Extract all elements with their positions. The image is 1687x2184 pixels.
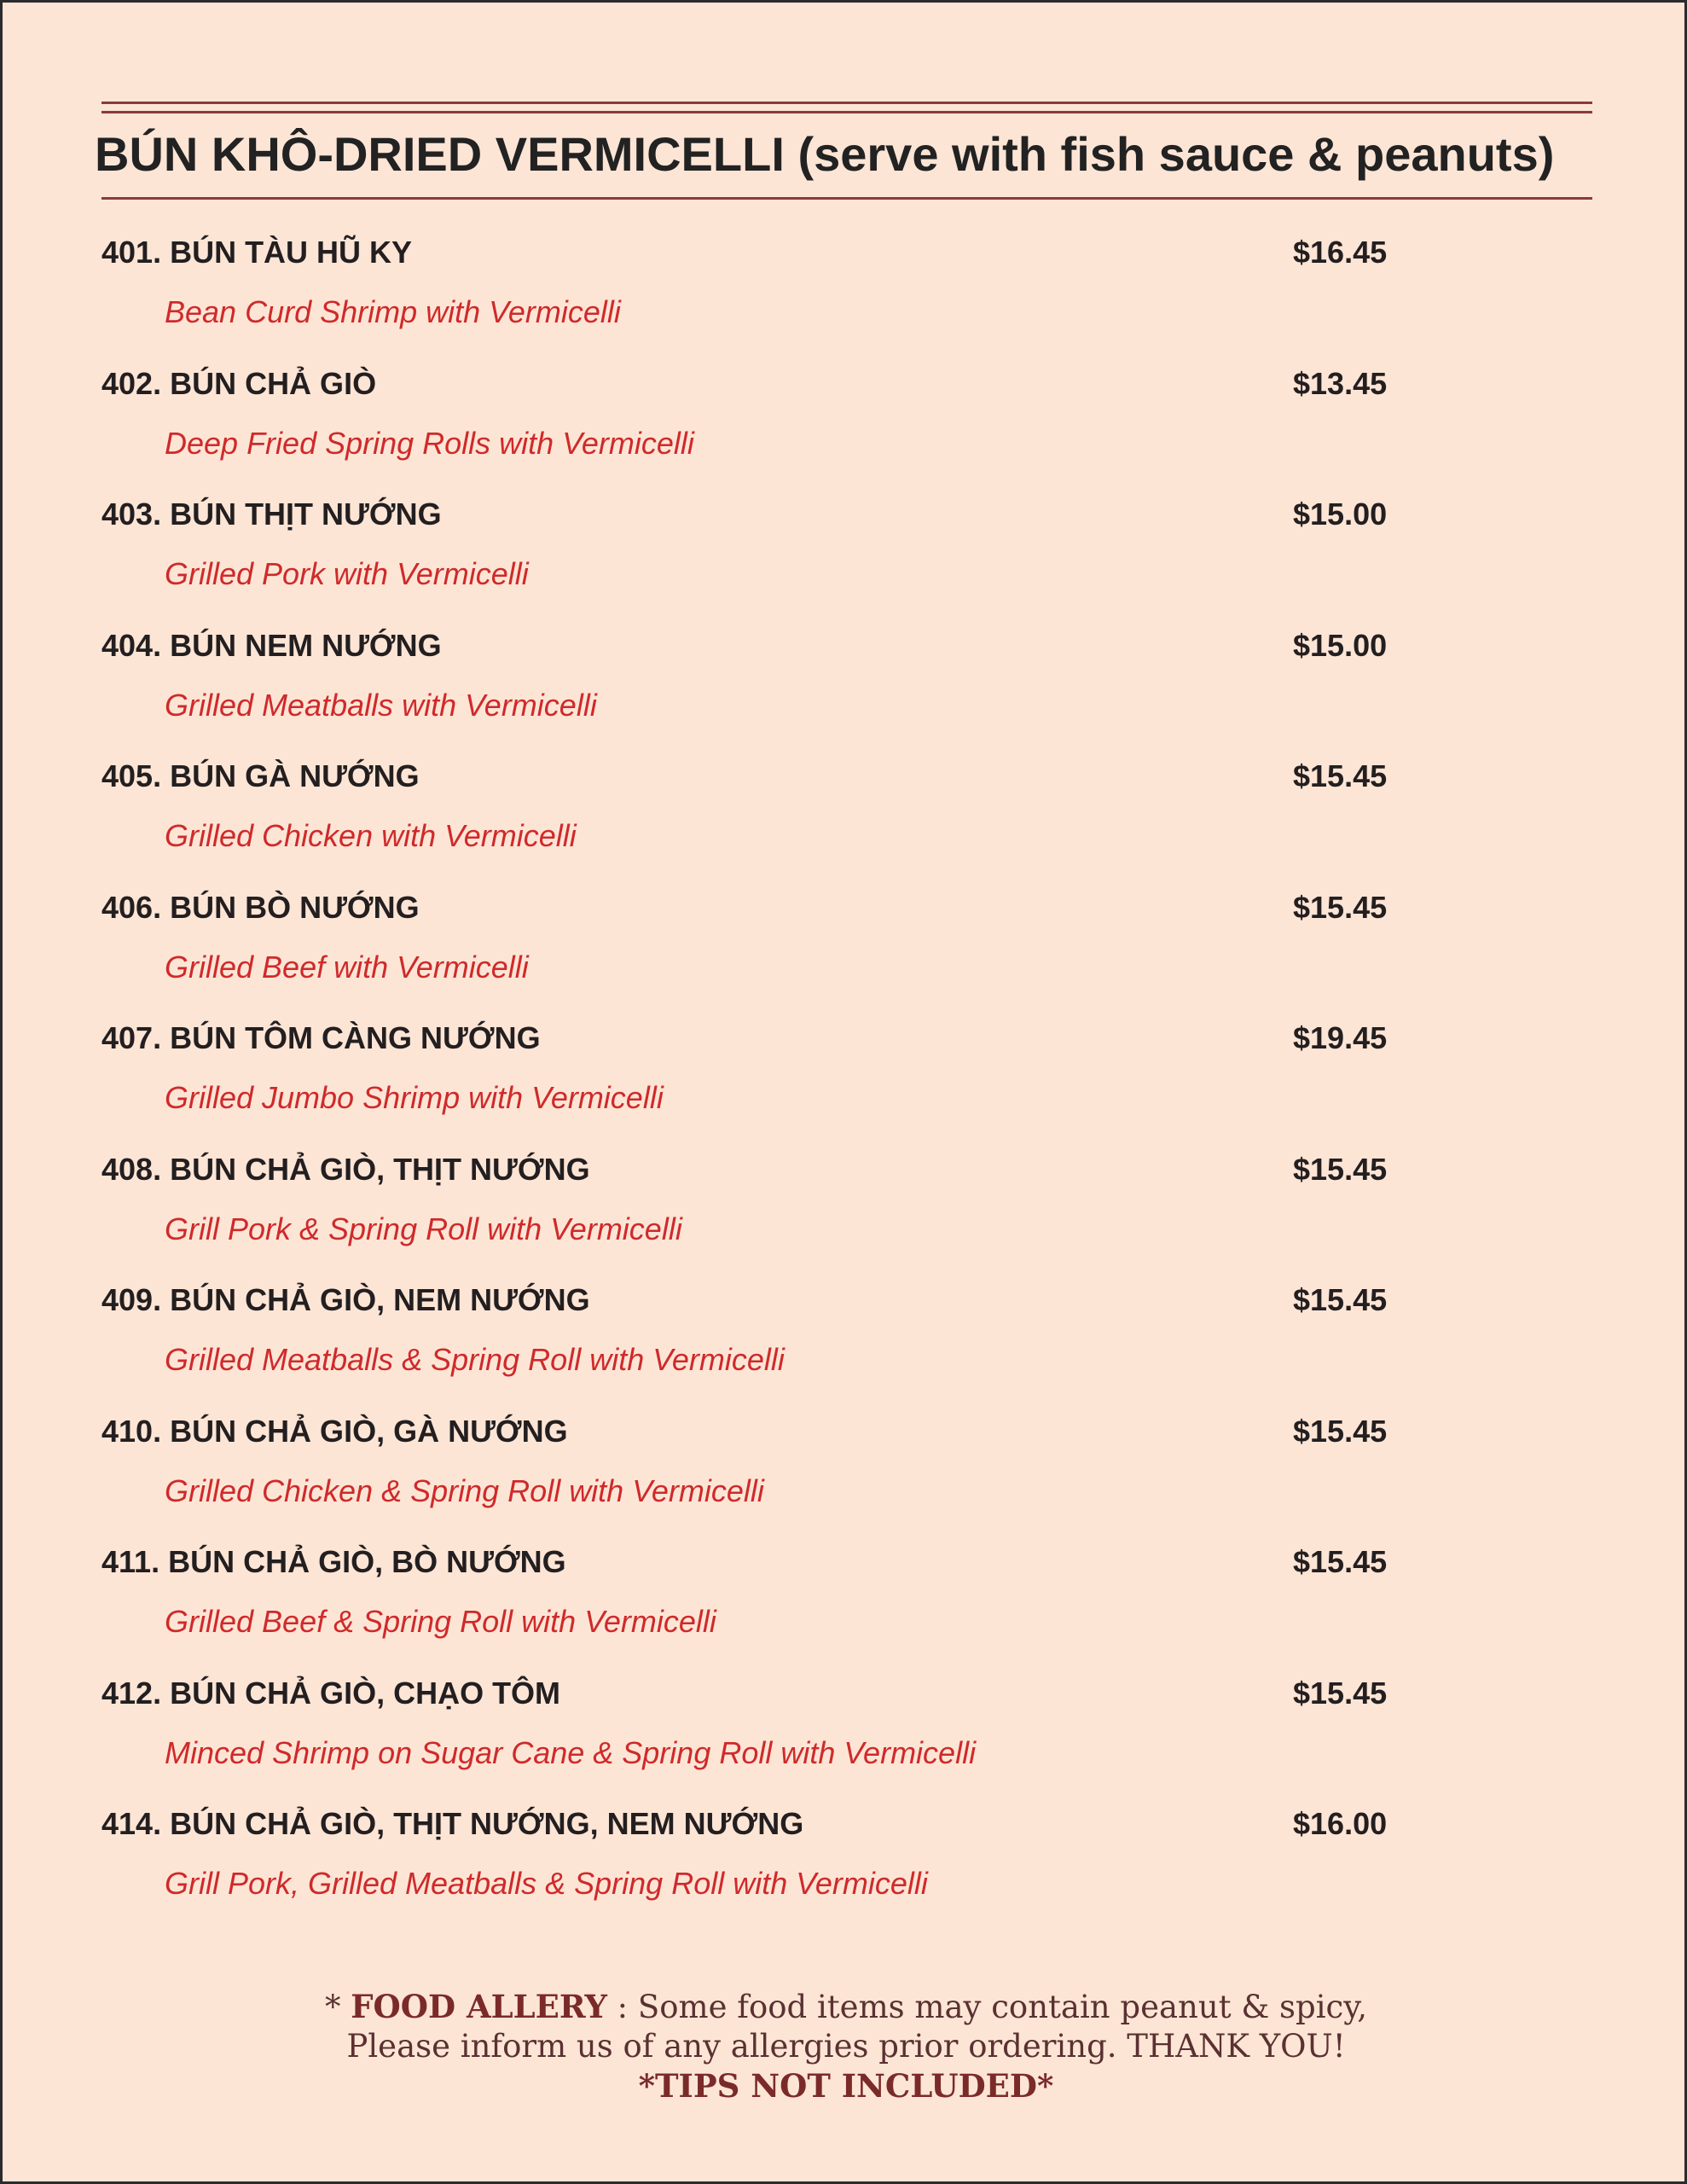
menu-item-price: $15.45 bbox=[1293, 1282, 1388, 1317]
menu-item-name: 409. BÚN CHẢ GIÒ, NEM NƯỚNG bbox=[101, 1282, 590, 1317]
menu-item-description: Minced Shrimp on Sugar Cane & Spring Roll with Vermicelli bbox=[165, 1734, 977, 1770]
menu-item-price: $15.45 bbox=[1293, 758, 1388, 793]
header-rule-bottom bbox=[101, 197, 1592, 200]
menu-item-description: Grilled Meatballs & Spring Roll with Vermicelli bbox=[165, 1342, 785, 1377]
menu-item-price: $13.45 bbox=[1293, 365, 1388, 401]
menu-item-description: Grilled Pork with Vermicelli bbox=[165, 556, 529, 591]
header-rule-top bbox=[101, 102, 1592, 104]
menu-item-description: Grill Pork, Grilled Meatballs & Spring Roll with Vermicelli bbox=[165, 1866, 928, 1901]
menu-item-name: 404. BÚN NEM NƯỚNG bbox=[101, 627, 442, 663]
menu-item-name: 411. BÚN CHẢ GIÒ, BÒ NƯỚNG bbox=[101, 1544, 566, 1579]
menu-item-name: 407. BÚN TÔM CÀNG NƯỚNG bbox=[101, 1020, 541, 1055]
menu-item-description: Grilled Beef & Spring Roll with Vermicelli bbox=[165, 1604, 716, 1639]
allergy-label: FOOD ALLERY bbox=[351, 1988, 607, 2025]
section-heading: BÚN KHÔ-DRIED VERMICELLI (serve with fish sauce & peanuts) bbox=[95, 127, 1555, 181]
menu-item-description: Grilled Beef with Vermicelli bbox=[165, 949, 529, 985]
menu-item-price: $15.45 bbox=[1293, 889, 1388, 925]
menu-item-name: 403. BÚN THỊT NƯỚNG bbox=[101, 497, 442, 531]
menu-item-price: $15.45 bbox=[1293, 1544, 1388, 1579]
menu-item-description: Grilled Chicken with Vermicelli bbox=[165, 818, 577, 853]
menu-item-description: Deep Fried Spring Rolls with Vermicelli bbox=[165, 425, 694, 461]
menu-item-description: Grilled Meatballs with Vermicelli bbox=[165, 687, 597, 723]
menu-item-price: $15.45 bbox=[1293, 1413, 1388, 1449]
allergy-prefix: * bbox=[324, 1989, 351, 2025]
menu-item-price: $15.45 bbox=[1293, 1675, 1388, 1711]
menu-item-description: Grilled Jumbo Shrimp with Vermicelli bbox=[165, 1080, 664, 1115]
allergy-line-2: Please inform us of any allergies prior ordering. THANK YOU! bbox=[346, 2028, 1346, 2065]
menu-item-price: $16.45 bbox=[1293, 235, 1388, 270]
menu-item-name: 405. BÚN GÀ NƯỚNG bbox=[101, 758, 420, 793]
menu-item-price: $19.45 bbox=[1293, 1020, 1388, 1055]
menu-item-price: $15.00 bbox=[1293, 497, 1388, 531]
menu-item-name: 406. BÚN BÒ NƯỚNG bbox=[101, 889, 420, 925]
menu-item-name: 410. BÚN CHẢ GIÒ, GÀ NƯỚNG bbox=[101, 1413, 568, 1449]
menu-item-name: 414. BÚN CHẢ GIÒ, THỊT NƯỚNG, NEM NƯỚNG bbox=[101, 1806, 804, 1841]
menu-item-name: 412. BÚN CHẢ GIÒ, CHẠO TÔM bbox=[101, 1675, 561, 1711]
menu-item-name: 402. BÚN CHẢ GIÒ bbox=[101, 365, 377, 401]
menu-item-description: Bean Curd Shrimp with Vermicelli bbox=[165, 294, 621, 329]
menu-item-price: $15.00 bbox=[1293, 627, 1388, 663]
tips-notice: *TIPS NOT INCLUDED* bbox=[638, 2067, 1054, 2105]
header-rule-top-inner bbox=[101, 111, 1592, 113]
menu-item-price: $15.45 bbox=[1293, 1151, 1388, 1187]
allergy-text: : Some food items may contain peanut & spicy, bbox=[606, 1989, 1367, 2025]
menu-item-description: Grilled Chicken & Spring Roll with Vermicelli bbox=[165, 1472, 764, 1508]
menu-item-description: Grill Pork & Spring Roll with Vermicelli bbox=[165, 1211, 682, 1246]
menu-item-name: 408. BÚN CHẢ GIÒ, THỊT NƯỚNG bbox=[101, 1151, 590, 1187]
allergy-line-1 bbox=[3, 1987, 1687, 2027]
menu-item-name: 401. BÚN TÀU HŨ KY bbox=[101, 235, 413, 270]
menu-item-price: $16.00 bbox=[1293, 1806, 1388, 1841]
allergy-notice bbox=[3, 1987, 1687, 2106]
